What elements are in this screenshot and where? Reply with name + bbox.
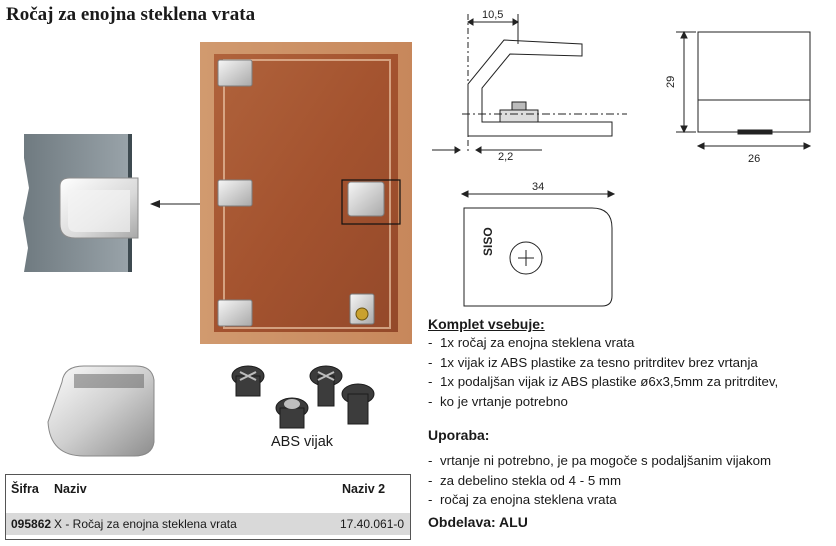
abs-screw-label: ABS vijak [271, 434, 334, 450]
cell-sifra: 095862 [11, 517, 52, 531]
list-item: - 1x ročaj za enojna steklena vrata [426, 333, 778, 353]
header-naziv2: Naziv 2 [342, 482, 386, 496]
uporaba-heading: Uporaba: [428, 427, 490, 443]
list-item-continuation: - ko je vrtanje potrebno [426, 392, 778, 412]
obdelava-label: Obdelava: ALU [428, 514, 528, 530]
page-title: Ročaj za enojna steklena vrata [6, 4, 256, 25]
header-naziv: Naziv [54, 482, 87, 496]
cell-naziv: X - Ročaj za enojna steklena vrata [54, 517, 237, 531]
dim-bottom-label: 2,2 [498, 151, 514, 163]
cabinet-door-image [200, 42, 412, 344]
dim-width-label: 34 [532, 181, 545, 193]
dim-top-label: 10,5 [482, 9, 504, 21]
table-row[interactable] [6, 513, 410, 535]
list-item: - 1x podaljšan vijak iz ABS plastike ø6x3,5mm za pritrditev, [426, 372, 778, 392]
komplet-list [426, 333, 778, 411]
list-item: - vrtanje ni potrebno, je pa mogoče s podaljšanim vijakom [426, 451, 771, 471]
top-view-drawing [452, 176, 622, 312]
cell-naziv2: 17.40.061-0 [340, 517, 405, 531]
front-drawing [660, 22, 830, 166]
list-item: - 1x vijak iz ABS plastike za tesno pritrditev brez vrtanja [426, 353, 778, 373]
komplet-heading: Komplet vsebuje: [428, 316, 545, 332]
handle-photo [44, 362, 162, 460]
list-item: - za debelino stekla od 4 - 5 mm [426, 471, 771, 491]
abs-screws-image [222, 364, 382, 432]
brand-label: SISO [481, 227, 495, 256]
profile-drawing [432, 4, 642, 166]
glass-handle-closeup-image [20, 128, 160, 278]
product-table [5, 474, 411, 540]
uporaba-list [426, 451, 771, 510]
header-sifra: Šifra [11, 482, 39, 496]
dim-height-label: 29 [665, 75, 677, 88]
list-item: - ročaj za enojna steklena vrata [426, 490, 771, 510]
dim-depth-label: 26 [748, 153, 761, 165]
